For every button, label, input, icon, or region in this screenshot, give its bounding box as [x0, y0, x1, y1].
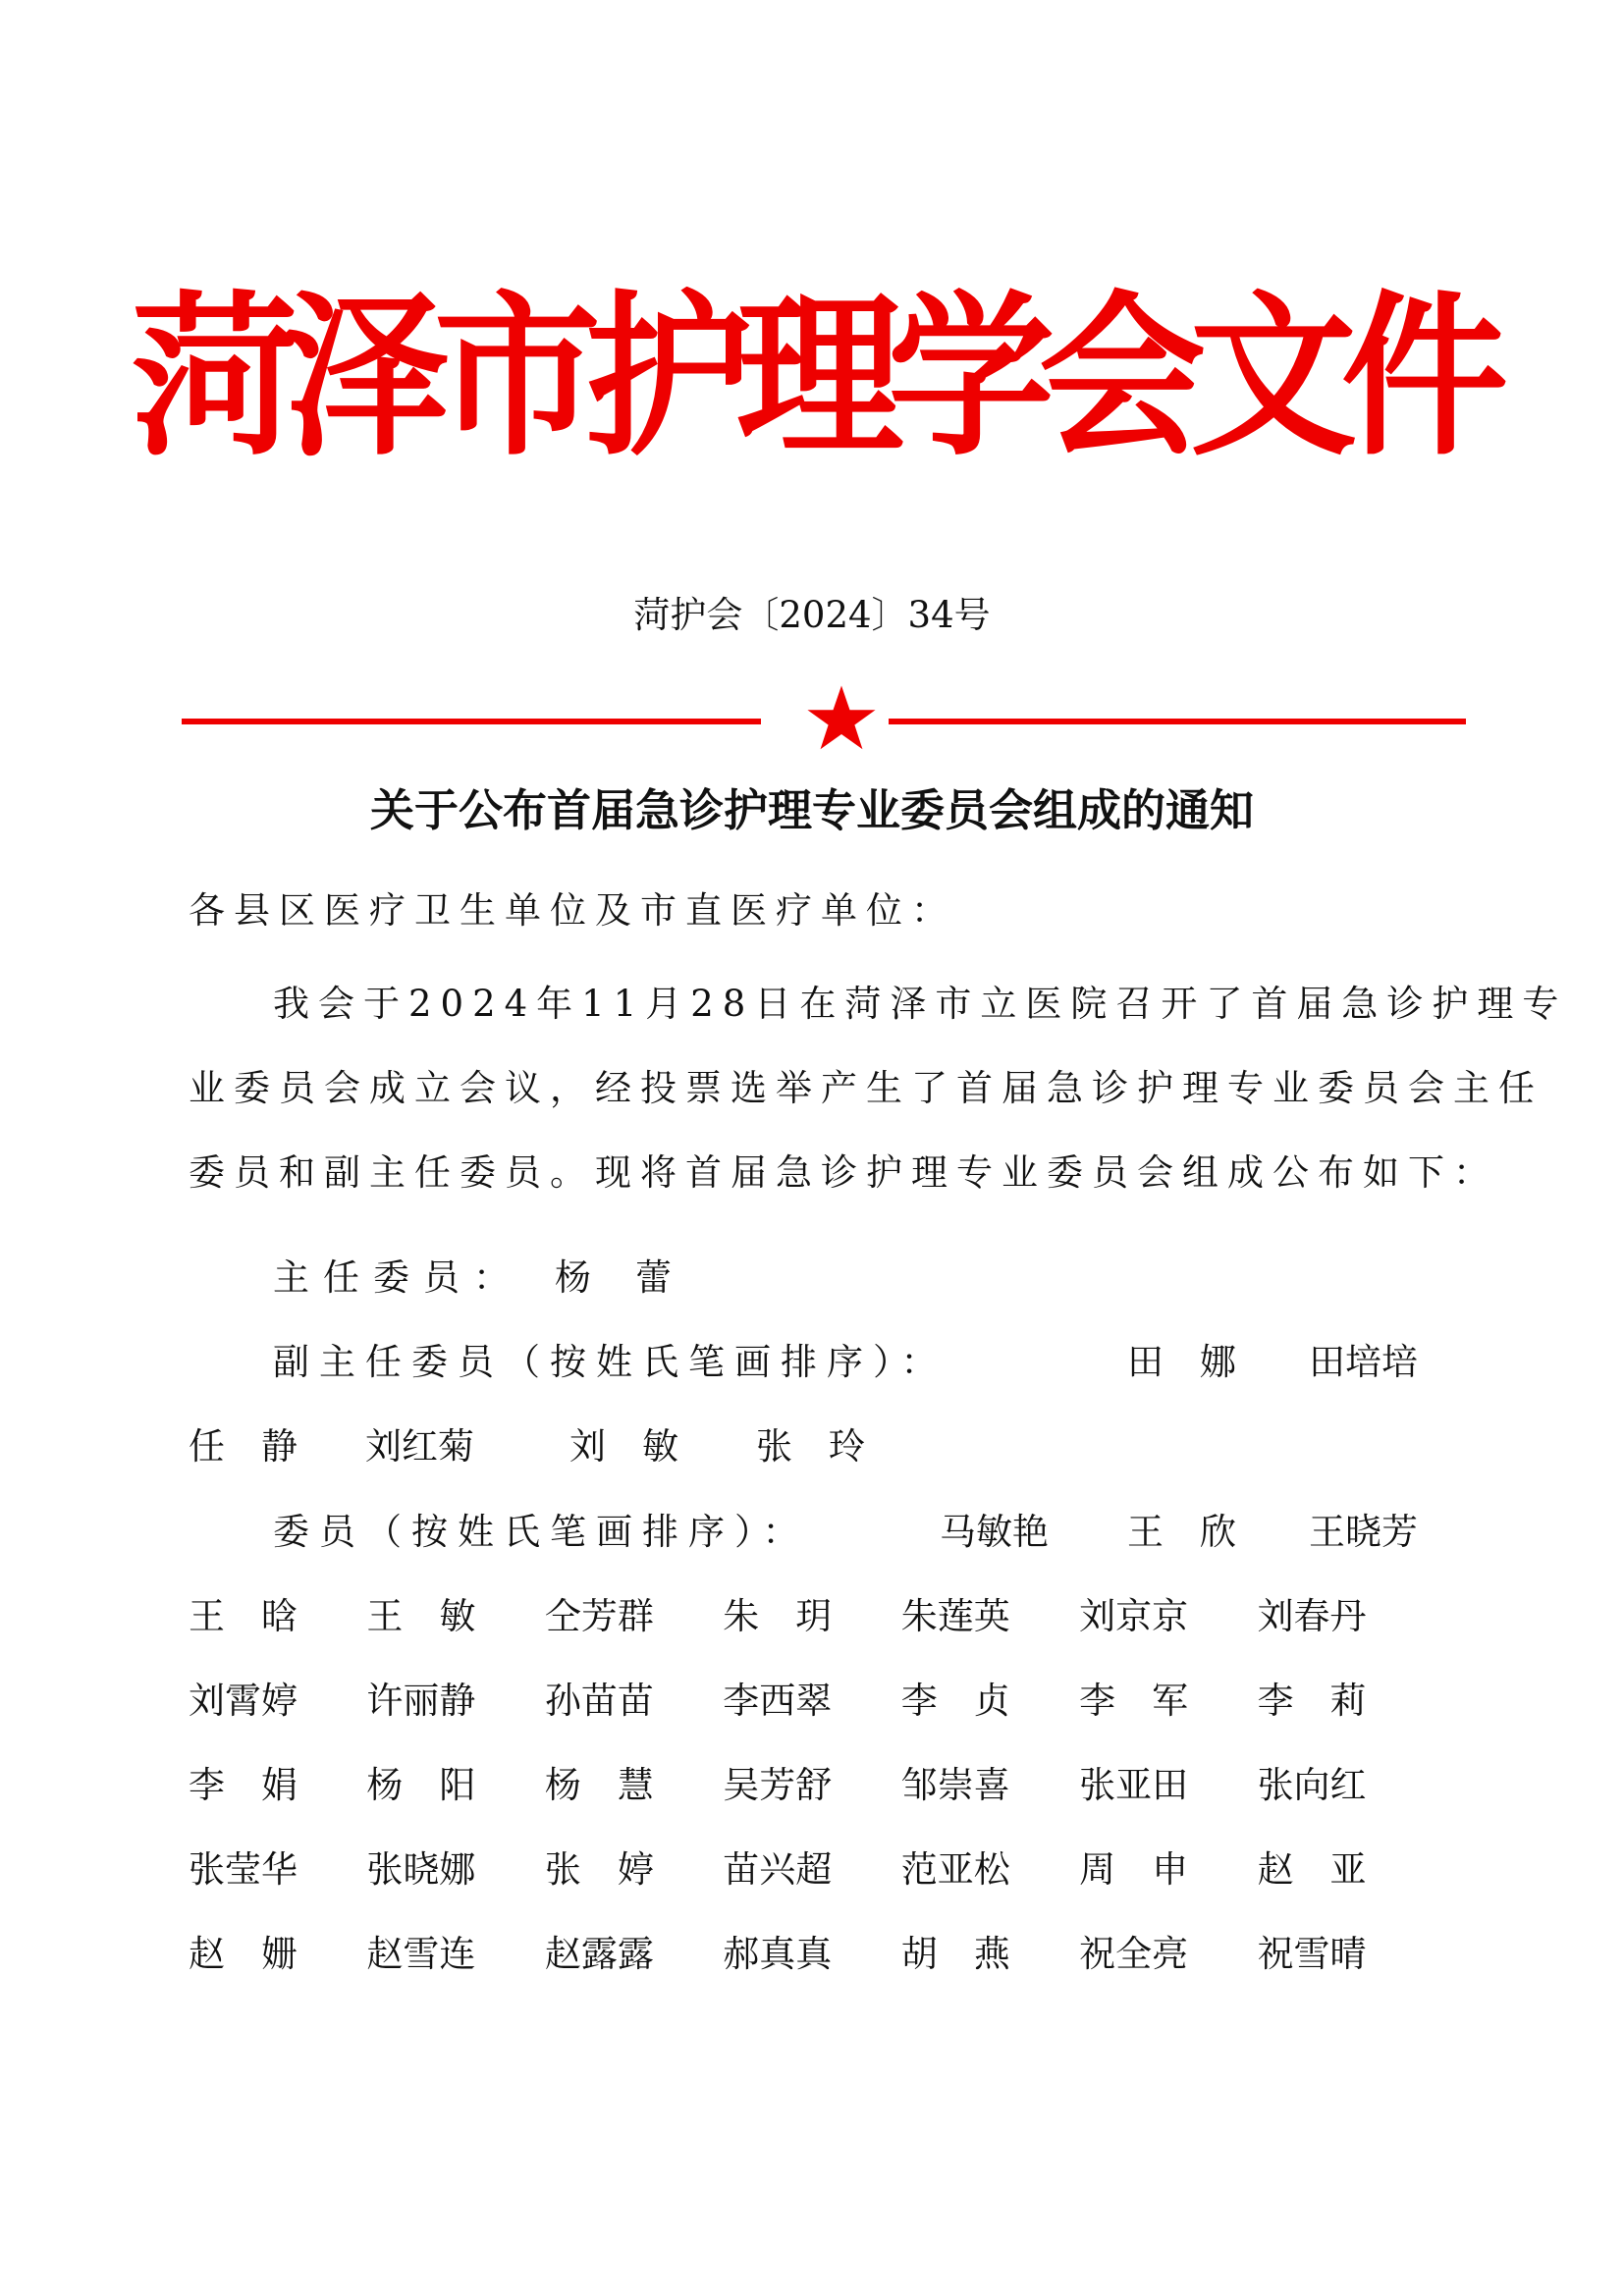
member-name: 杨 阳	[366, 1764, 476, 1806]
member-name: 李 娟	[189, 1764, 298, 1806]
red-divider-right	[889, 719, 1466, 724]
member-name: 张莹华	[189, 1848, 298, 1891]
member-name: 刘霄婷	[189, 1680, 298, 1722]
member-name: 马敏艳	[940, 1511, 1049, 1553]
vice-chair-name: 刘 敏	[569, 1425, 678, 1468]
member-name: 吴芳舒	[723, 1764, 833, 1806]
member-name: 李 贞	[900, 1680, 1010, 1722]
member-name: 赵露露	[544, 1933, 654, 1975]
member-name: 张向红	[1257, 1764, 1367, 1806]
member-name: 孙苗苗	[544, 1680, 654, 1722]
members-label: 委员（按姓氏笔画排序）：	[273, 1511, 809, 1553]
member-name: 张亚田	[1079, 1764, 1189, 1806]
member-name: 祝雪晴	[1257, 1933, 1367, 1975]
vice-chair-name: 张 玲	[756, 1425, 865, 1468]
member-name: 胡 燕	[900, 1933, 1010, 1975]
document-header-title: 菏泽市护理学会文件	[131, 276, 1492, 480]
member-name: 赵 亚	[1257, 1848, 1367, 1891]
red-star-icon	[806, 684, 877, 755]
member-name: 周 申	[1079, 1848, 1189, 1891]
member-name: 苗兴超	[723, 1848, 833, 1891]
chair-name: 杨 蕾	[555, 1256, 676, 1299]
member-name: 刘春丹	[1257, 1595, 1367, 1637]
member-name: 仝芳群	[544, 1595, 654, 1637]
member-name: 张晓娜	[366, 1848, 476, 1891]
vice-chair-name: 刘红菊	[365, 1425, 474, 1468]
body-line-3: 委员和副主任委员。现将首届急诊护理专业委员会组成公布如下：	[189, 1151, 1498, 1194]
member-name: 范亚松	[900, 1848, 1010, 1891]
member-name: 郝真真	[723, 1933, 833, 1975]
vice-chair-name: 田培培	[1309, 1341, 1418, 1383]
member-name: 赵雪连	[366, 1933, 476, 1975]
vice-chair-label: 副主任委员（按姓氏笔画排序）：	[273, 1341, 947, 1383]
member-name: 王 晗	[189, 1595, 298, 1637]
member-name: 赵 姗	[189, 1933, 298, 1975]
member-name: 邹崇喜	[900, 1764, 1010, 1806]
member-name: 王晓芳	[1309, 1511, 1418, 1553]
body-line-2: 业委员会成立会议，经投票选举产生了首届急诊护理专业委员会主任	[189, 1067, 1543, 1109]
member-name: 李西翠	[723, 1680, 833, 1722]
member-name: 朱 玥	[723, 1595, 833, 1637]
member-name: 王 欣	[1127, 1511, 1236, 1553]
body-line-1: 我会于2024年11月28日在菏泽市立医院召开了首届急诊护理专	[273, 983, 1568, 1025]
member-name: 李 莉	[1257, 1680, 1367, 1722]
red-divider-left	[182, 719, 761, 724]
vice-chair-name: 田 娜	[1127, 1341, 1236, 1383]
member-name-grid	[189, 1592, 1435, 1979]
member-name: 祝全亮	[1079, 1933, 1189, 1975]
member-name: 朱莲英	[900, 1595, 1010, 1637]
notice-title: 关于公布首届急诊护理专业委员会组成的通知	[369, 784, 1254, 836]
member-name: 张 婷	[544, 1848, 654, 1891]
chair-label: 主任委员：	[273, 1256, 523, 1299]
member-name: 许丽静	[366, 1680, 476, 1722]
member-name: 刘京京	[1079, 1595, 1189, 1637]
member-name: 王 敏	[366, 1595, 476, 1637]
member-name: 杨 慧	[544, 1764, 654, 1806]
member-name: 李 军	[1079, 1680, 1189, 1722]
document-number: 菏护会〔2024〕34号	[633, 594, 991, 636]
vice-chair-name: 任 静	[189, 1425, 298, 1468]
salutation: 各县区医疗卫生单位及市直医疗单位：	[189, 889, 956, 932]
